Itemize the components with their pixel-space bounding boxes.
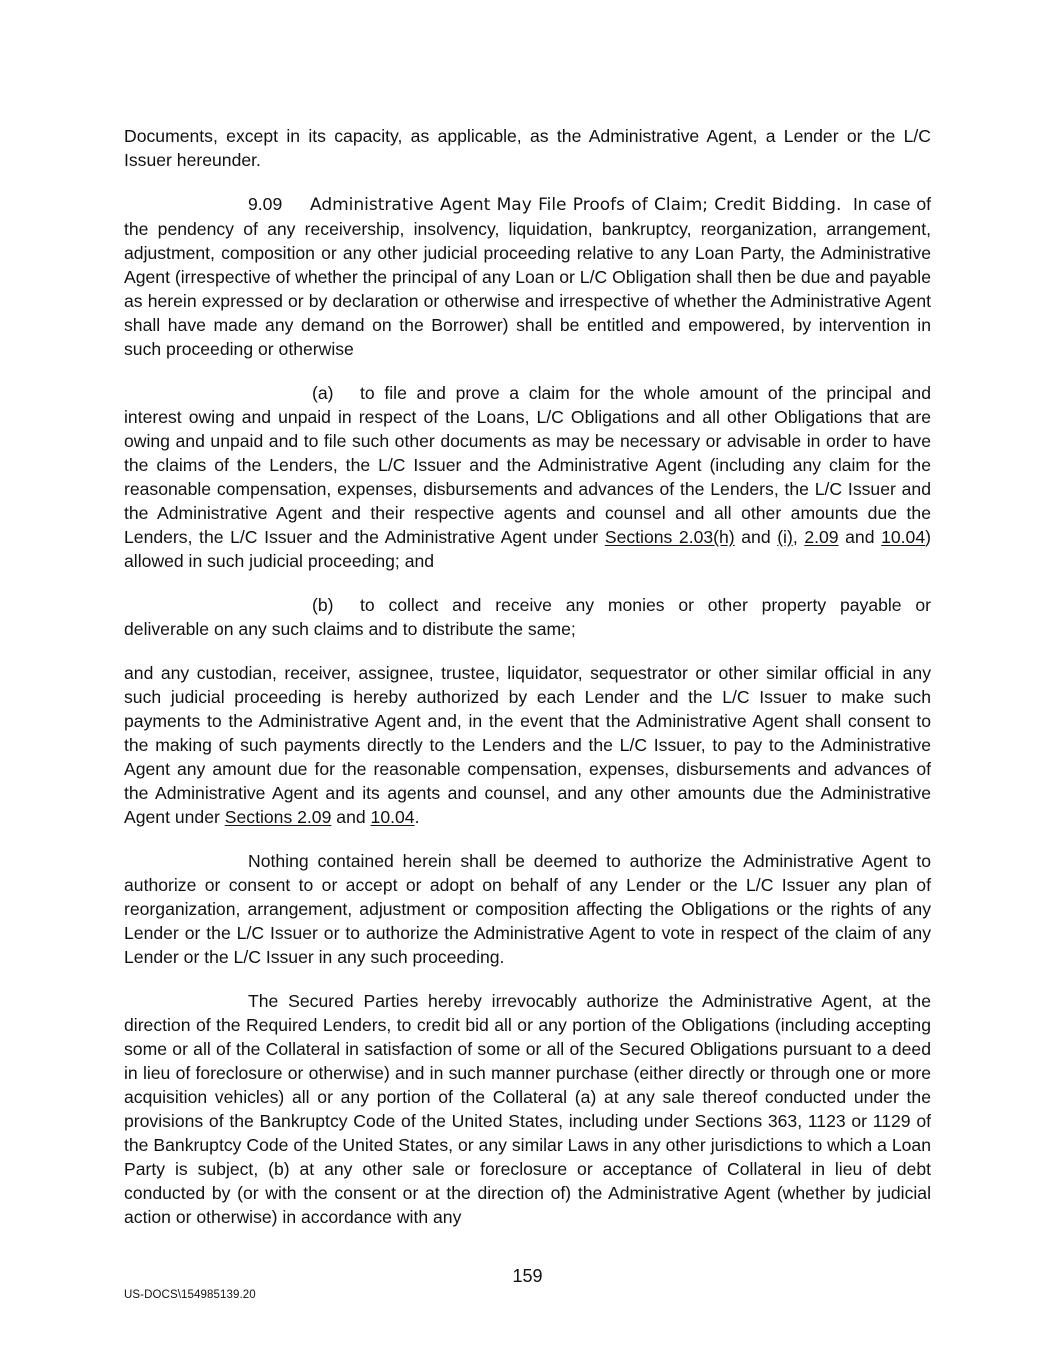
separator: and bbox=[838, 527, 882, 547]
section-body: In case of the pendency of any receivership, insolvency, liquidation, bankruptcy, reorganization, arrangement, adjustment, composition or any other judicial proceeding relative to any Loan Party, the Administrative Agent (irrespective of whether the principal of any Loan or L/C Obligation shall then be due and payable as herein expressed or by declaration or otherwise and irrespective of whether the Administrative Agent shall have made any demand on the Borrower) shall be entitled and empowered, by intervention in such proceeding or otherwise bbox=[124, 194, 931, 359]
section-number: 9.09 bbox=[248, 194, 283, 214]
custodian-paragraph bbox=[124, 661, 931, 829]
intro-paragraph bbox=[124, 124, 931, 172]
section-ref-i: (i) bbox=[777, 527, 793, 547]
section-title: Administrative Agent May File Proofs of Claim; Credit Bidding. bbox=[310, 195, 842, 215]
document-page bbox=[124, 124, 931, 1229]
item-b-label: (b) bbox=[312, 595, 334, 615]
separator: and bbox=[734, 527, 778, 547]
custodian-text: and any custodian, receiver, assignee, trustee, liquidator, sequestrator or other similar official in any such judicial proceeding is hereby authorized by each Lender and the L/C Issuer to make such payments to the Administrative Agent and, in the event that the Administrative Agent shall consent to the making of such payments directly to the Lenders and the L/C Issuer, to pay to the Administrative Agent any amount due for the reasonable compensation, expenses, disbursements and advances of the Administrative Agent and its agents and counsel, and any other amounts due the Administrative Agent under bbox=[124, 663, 931, 827]
page-number: 159 bbox=[512, 1266, 543, 1286]
separator: and bbox=[331, 807, 371, 827]
item-a-label: (a) bbox=[312, 383, 334, 403]
nothing-contained-text: Nothing contained herein shall be deemed to authorize the Administrative Agent to authorize or consent to or accept or adopt on behalf of any Lender or the L/C Issuer any plan of reorganization, arrangement, adjustment or composition affecting the Obligations or the rights of any Lender or the L/C Issuer or to authorize the Administrative Agent to vote in respect of the claim of any Lender or the L/C Issuer in any such proceeding. bbox=[124, 851, 931, 967]
item-a-text-end: ) allowed in such judicial proceeding; and bbox=[124, 527, 931, 571]
intro-text: Documents, except in its capacity, as applicable, as the Administrative Agent, a Lender or the L/C Issuer hereunder. bbox=[124, 126, 931, 170]
item-a-text: to file and prove a claim for the whole amount of the principal and interest owing and unpaid in respect of the Loans, L/C Obligations and all other Obligations that are owing and unpaid and to file such other documents as may be necessary or advisable in order to have the claims of the Lenders, the L/C Issuer and the Administrative Agent (including any claim for the reasonable compensation, expenses, disbursements and advances of the Lenders, the L/C Issuer and the Administrative Agent and their respective agents and counsel and all other amounts due the Lenders, the L/C Issuer and the Administrative Agent under bbox=[124, 383, 931, 547]
item-a-paragraph bbox=[124, 381, 931, 573]
section-9-09-paragraph bbox=[124, 192, 931, 361]
section-ref-2-03h: Sections 2.03(h) bbox=[604, 527, 735, 547]
document-id: US-DOCS\154985139.20 bbox=[124, 1289, 256, 1301]
section-ref-2-09: 2.09 bbox=[804, 527, 839, 547]
section-ref-2-09: Sections 2.09 bbox=[224, 807, 332, 827]
custodian-text-end: . bbox=[414, 807, 420, 827]
section-ref-10-04: 10.04 bbox=[370, 807, 415, 827]
item-b-text: to collect and receive any monies or other property payable or deliverable on any such claims and to distribute the same; bbox=[124, 595, 931, 639]
item-b-paragraph bbox=[124, 593, 931, 641]
section-ref-10-04: 10.04 bbox=[881, 527, 926, 547]
secured-parties-text: The Secured Parties hereby irrevocably authorize the Administrative Agent, at the direction of the Required Lenders, to credit bid all or any portion of the Obligations (including accepting some or all of the Collateral in satisfaction of some or all of the Secured Obligations pursuant to a deed in lieu of foreclosure or otherwise) and in such manner purchase (either directly or through one or more acquisition vehicles) all or any portion of the Collateral (a) at any sale thereof conducted under the provisions of the Bankruptcy Code of the United States, including under Sections 363, 1123 or 1129 of the Bankruptcy Code of the United States, or any similar Laws in any other jurisdictions to which a Loan Party is subject, (b) at any other sale or foreclosure or acceptance of Collateral in lieu of debt conducted by (or with the consent or at the direction of) the Administrative Agent (whether by judicial action or otherwise) in accordance with any bbox=[124, 991, 931, 1227]
separator: , bbox=[792, 527, 805, 547]
nothing-contained-paragraph bbox=[124, 849, 931, 969]
secured-parties-paragraph bbox=[124, 989, 931, 1229]
